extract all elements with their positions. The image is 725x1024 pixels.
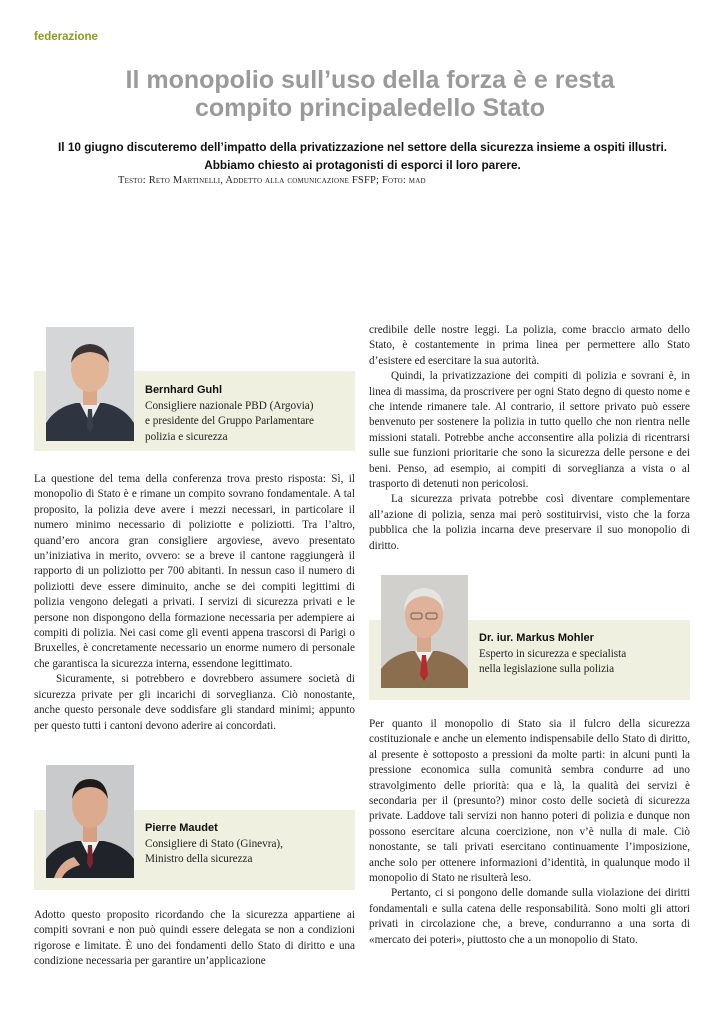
- portrait-photo-guhl: [46, 327, 134, 441]
- lead-line-2: Abbiamo chiesto ai protagonisti di esporci il loro parere.: [204, 158, 521, 172]
- paragraph: Pertanto, ci si pongono delle domande sulla violazione dei diritti fondamentali e sulla catena delle responsabilità. Sono molti gli attori privati in circolazione che, a breve, condurranno a una sorta di «mercato dei poteri», piuttosto che a un monopolio di Stato.: [369, 887, 690, 946]
- profile-role-line: Consigliere di Stato (Ginevra),: [145, 838, 283, 851]
- left-column-text: [34, 472, 355, 734]
- paragraph: La questione del tema della conferenza trova presto risposta: Sì, il monopolio di Stato è e rimane un compito sovrano fondamentale. A tal proposito, la polizia deve avere i mezzi necessari, in particolare il numero minimo necessario di poliziotte e poliziotti. Tra l’altro, quand’ero ancora gran consigliere argoviese, avevo presentato un’iniziativa in merito, ovvero: se a breve il cantone raggiungerà il rapporto di un poliziotto per 700 abitanti. In nessun caso il numero di poliziotti deve essere diminuito, anche se dei compiti legittimi di polizia vengono delegati a privati. I servizi di sicurezza privati e le persone non dispongono della formazione necessaria per adempiere ai compiti di polizia. Nei casi come gli eventi appena trascorsi di Parigi o Bruxelles, è concretamente necessario un enorme numero di personale che garantisca la sicurezza interna, essendone legittimato.: [34, 473, 355, 670]
- paragraph: Sicuramente, si potrebbero e dovrebbero assumere società di sicurezza private per gli incarichi di sorveglianza. Ciò nonostante, anche questo personale deve soddisfare gli standard minimi; appunto per questo tutti i cantoni devono aderire ai concordati.: [34, 673, 355, 732]
- right-column-text: [369, 323, 690, 554]
- profile-role-line: Esperto in sicurezza e specialista: [479, 648, 627, 661]
- profile-info-maudet: [145, 821, 350, 866]
- title-line-1: Il monopolio sull’uso della forza è e resta: [125, 66, 615, 94]
- paragraph: credibile delle nostre leggi. La polizia, come braccio armato dello Stato, è costantemente in prima linea per permettere allo Stato d’esistere ed esercitare la sua autorità.: [369, 324, 690, 367]
- portrait-photo-maudet: [46, 765, 134, 878]
- right-column-text-bottom: [369, 717, 690, 948]
- profile-name-mohler: Dr. iur. Markus Mohler: [479, 632, 594, 644]
- portrait-photo-mohler: [381, 575, 468, 688]
- profile-role-line: Ministro della sicurezza: [145, 853, 253, 866]
- article-lead: [30, 138, 695, 174]
- paragraph: Adotto questo proposito ricordando che la sicurezza appartiene ai compiti sovrani e non può quindi essere delegata se non a condizioni rigorose e limitate. È uno dei fondamenti dello Stato di diritto e una condizione necessaria per garantire un’applicazione: [34, 909, 355, 968]
- paragraph: La sicurezza privata potrebbe così diventare complementare all’azione di polizia, senza mai però sostituirvisi, visto che la forza pubblica che la polizia incarna deve preservare il suo monopolio di diritto.: [369, 493, 690, 552]
- author-credit: Testo: Reto Martinelli, Addetto alla comunicazione FSFP; Foto: mad: [118, 175, 426, 186]
- profile-role-line: nella legislazione sulla polizia: [479, 663, 615, 676]
- profile-role-line: Consigliere nazionale PBD (Argovia): [145, 400, 314, 413]
- profile-photo-wrapper-guhl: [46, 327, 134, 441]
- title-line-2: compito principaledello Stato: [194, 94, 546, 122]
- section-label: federazione: [34, 31, 98, 43]
- lead-line-1: Il 10 giugno discuteremo dell’impatto della privatizzazione nel settore della sicurezza insieme a ospiti illustri.: [57, 140, 667, 154]
- article-title: [40, 66, 700, 122]
- profile-role-line: polizia e sicurezza: [145, 430, 228, 443]
- profile-photo-wrapper-maudet: [46, 765, 134, 878]
- profile-info-guhl: [145, 383, 350, 443]
- profile-photo-wrapper-mohler: [381, 575, 468, 688]
- left-column-text-bottom: [34, 908, 355, 970]
- profile-info-mohler: [479, 631, 684, 676]
- paragraph: Quindi, la privatizzazione dei compiti di polizia e sovrani è, in linea di massima, da proscrivere per ogni Stato degno di questo nome e che intende rimanere tale. Al contrario, il settore privato può essere benvenuto per sostenere la polizia in tutto quello che non rientra nelle missioni statali. Potrebbe anche acconsentire alla polizia di ricentrarsi sulle sue funzioni prioritarie che sono la sicurezza delle persone e dei beni. Penso, ad esempio, ai compiti di sorveglianza a vista o al trasporto di detenuti non pericolosi.: [369, 370, 690, 491]
- profile-name-guhl: Bernhard Guhl: [145, 384, 223, 396]
- profile-name-maudet: Pierre Maudet: [145, 822, 218, 834]
- paragraph: Per quanto il monopolio di Stato sia il fulcro della sicurezza costituzionale e anche un elemento indispensabile dello Stato di diritto, al presente è sottoposto a pressioni da molte parti: in alcuni punti la pressione economica sulla comunità sembra condurre ad uno stravolgimento delle priorità: qua e là, la qualità dei servizi è secondaria per il (presunto?) minor costo delle società di sicurezza private. Laddove tali servizi non hanno poteri di polizia e dunque non possono esercitare alcuna coercizione, non v’è nulla di male. Ciò nonostante, se tali privati esercitano continuamente l’imposizione, anche solo per ottenere informazioni d’identità, in qualunque modo il monopolio di Stato ne risulterà leso.: [369, 718, 690, 885]
- profile-role-line: e presidente del Gruppo Parlamentare: [145, 415, 314, 428]
